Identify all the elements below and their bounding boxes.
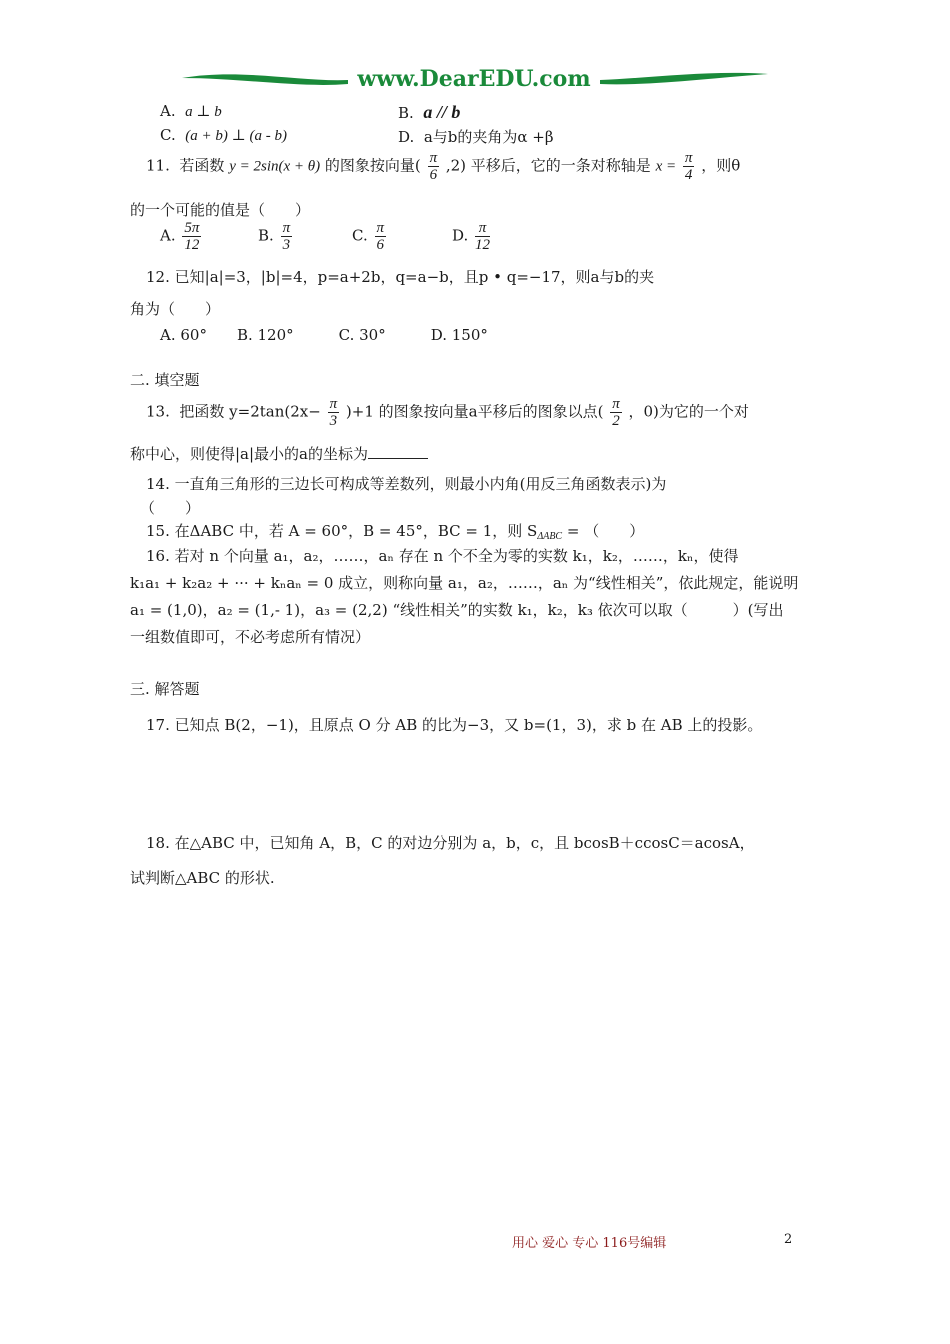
q16-stem-line4: 一组数值即可，不必考虑所有情况） [130, 628, 371, 646]
answer-blank [368, 446, 428, 459]
q18-stem-line2: 试判断△ABC 的形状. [130, 869, 275, 887]
footer-credit: 用心 爱心 专心 116号编辑 [512, 1236, 667, 1251]
q12-stem-line2: 角为（ ） [130, 300, 221, 318]
q10-option-d: D. a与b的夹角为α +β [398, 128, 554, 146]
q14-stem: 14. 一直角三角形的三边长可构成等差数列，则最小内角(用反三角函数表示)为 [146, 475, 667, 493]
left-swoosh-icon [182, 74, 348, 85]
q11-option-c: C. $\frac{\pi}{6}$ [352, 220, 385, 253]
section-fill-in-title: 二. 填空题 [130, 371, 200, 389]
q12-stem: 12. 已知|a|=3，|b|=4，p=a+2b，q=a−b，且p • q=−17，则a与b的夹 [146, 268, 655, 286]
q10-option-b: B. a // b [398, 102, 461, 122]
q14-stem-line2: （ ） [140, 499, 201, 517]
q11-option-d: D. $\frac{\pi}{12}$ [452, 220, 491, 253]
q16-stem: 16. 若对 n 个向量 a₁，a₂，……，aₙ 存在 n 个不全为零的实数 k₁，k₂，……，kₙ，使得 [146, 547, 739, 565]
q11-fraction-shift: $\frac{\pi}{6}$ [429, 150, 438, 183]
q13-stem: 13. 把函数 y=2tan(2x− $\frac{\pi}{3}$ )+1 的图象按向量a平移后的图象以点( $\frac{\pi}{2}$ ，0)为它的一个对 [146, 396, 749, 429]
q11-option-a: A. $\frac{5\pi}{12}$ [160, 220, 200, 253]
q11-stem-line2: 的一个可能的值是（ ） [130, 201, 311, 219]
page-number: 2 [784, 1232, 793, 1247]
q16-stem-line3: a₁ = (1,0)，a₂ = (1,- 1)，a₃ = (2,2) “线性相关”的实数 k₁，k₂，k₃ 依次可以取（ ）(写出 [130, 601, 784, 619]
q10-option-c: C. (a + b) ⊥ (a - b) [160, 126, 287, 144]
q18-stem: 18. 在△ABC 中，已知角 A，B，C 的对边分别为 a，b，c，且 bcosB＋ccosC＝acosA， [146, 834, 755, 852]
q17-stem: 17. 已知点 B(2，−1)，且原点 O 分 AB 的比为−3，又 b=(1，3)，求 b 在 AB 上的投影。 [146, 716, 763, 734]
q12-options: A. 60° B. 120° C. 30° D. 150° [160, 326, 488, 344]
section-answer-title: 三. 解答题 [130, 680, 200, 698]
q13-stem-line2: 称中心，则使得|a|最小的a的坐标为 [130, 443, 428, 464]
logo-text: www.DearEDU.com [357, 66, 591, 92]
q11-option-b: B. $\frac{\pi}{3}$ [258, 220, 291, 253]
q11-stem: 11. 若函数 y = 2sin(x + θ) 的图象按向量( $\frac{\pi}{6}$ ,2) 平移后，它的一条对称轴是 x = $\frac{\pi}{4}$ ，则θ [146, 150, 741, 183]
q15-stem: 15. 在ΔABC 中，若 A = 60°，B = 45°，BC = 1，则 $S_{\Delta ABC}$ = （ ） [146, 522, 645, 542]
right-swoosh-icon [600, 73, 768, 84]
q16-stem-line2: k₁a₁ + k₂a₂ + ··· + kₙaₙ = 0 成立，则称向量 a₁，a₂，……，aₙ 为“线性相关”，依此规定，能说明 [130, 574, 799, 592]
header-logo [180, 64, 770, 98]
q11-fraction-axis: $\frac{\pi}{4}$ [684, 150, 693, 183]
q10-option-a: A. a ⊥ b [160, 102, 222, 120]
